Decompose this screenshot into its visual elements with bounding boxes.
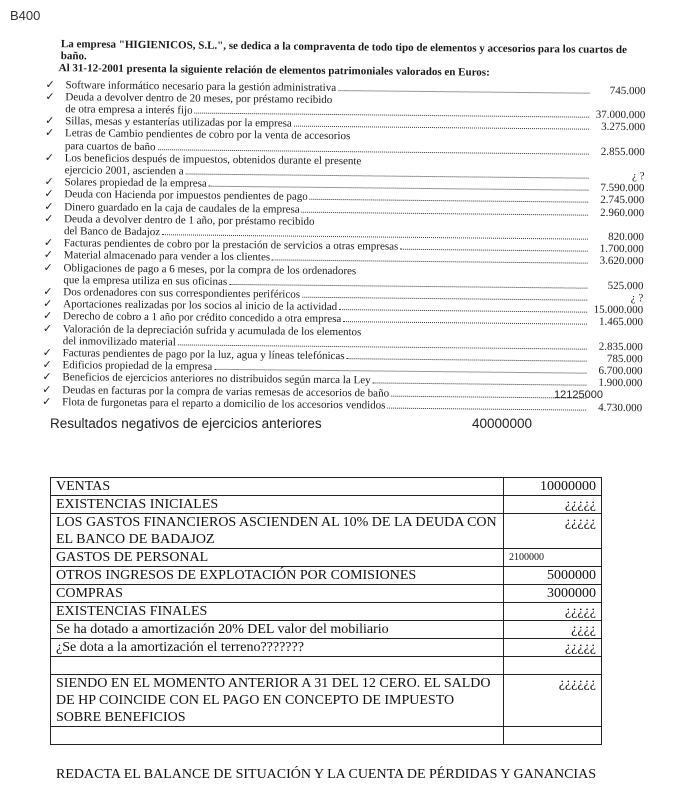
item-amount: 3.275.000 [601, 121, 646, 134]
intro-text: La empresa "HIGIENICOS, S.L.", se dedica a la compraventa de todo tipo de elementos y accesorios para los cuartos de baño. [60, 38, 627, 63]
table-cell-label: ¿Se dota a la amortización el terreno??????? [51, 639, 504, 657]
table-row [51, 585, 602, 603]
item-amount: 7.590.000 [600, 182, 645, 195]
negative-results-value: 40000000 [472, 416, 533, 431]
data-table [50, 477, 602, 745]
checkmark-icon: ✓ [44, 151, 55, 164]
table-cell-label: EXISTENCIAS INICIALES [51, 496, 504, 514]
item-amount: 2.855.000 [600, 145, 645, 158]
item-text: para cuartos de baño [64, 139, 156, 153]
intro-date-text: Al 31-12-2001 presenta la siguiente relación de elementos patrimoniales valorados en Euros: [58, 62, 490, 80]
item-text: Beneficios de ejercicios anteriores no distribuidos según marca la Ley [62, 371, 371, 387]
checkmark-icon: ✓ [42, 322, 53, 335]
leader-dots [338, 90, 589, 94]
table-cell-value: ¿¿¿¿¿ [504, 514, 602, 549]
item-text: Deudas en facturas por la compra de varias remesas de accesorios de baño [62, 383, 390, 400]
table-cell-label: COMPRAS [51, 585, 504, 603]
table-cell-label [51, 727, 504, 745]
item-amount: 785.000 [606, 352, 643, 366]
table-cell-value: 5000000 [504, 567, 602, 585]
leader-dots [294, 126, 589, 130]
table-cell-label: LOS GASTOS FINANCIEROS ASCIENDEN AL 10% DE LA DEUDA CON EL BANCO DE BADAJOZ [51, 514, 504, 549]
item-text: Sillas, mesas y estanterías utilizadas por la empresa [65, 115, 292, 130]
checkmark-icon: ✓ [42, 371, 52, 384]
checkmark-icon: ✓ [44, 188, 54, 201]
item-text: Flota de furgonetas para el reparto a domicilio de los accesorios vendidos [62, 396, 386, 412]
item-amount: 1.700.000 [599, 243, 644, 256]
checkmark-icon: ✓ [43, 261, 53, 274]
item-text: Deuda a devolver dentro de 1 año, por préstamo recibido [64, 213, 315, 228]
item-amount: 745.000 [609, 84, 646, 97]
checkmark-icon: ✓ [42, 359, 52, 372]
leader-dots [339, 309, 587, 313]
checkmark-icon: ✓ [43, 286, 53, 299]
checkmark-icon: ✓ [45, 115, 55, 128]
table-cell-value: ¿¿¿¿¿ [504, 639, 602, 657]
checkmark-icon: ✓ [45, 78, 55, 91]
item-amount: 4.730.000 [598, 401, 643, 415]
checkmark-icon: ✓ [43, 298, 53, 311]
item-text: Solares propiedad de la empresa [64, 176, 207, 190]
table-row [51, 675, 602, 727]
leader-dots [347, 358, 587, 362]
leader-dots [302, 297, 587, 301]
item-amount: 2.960.000 [600, 206, 645, 219]
table-cell-value: ¿¿¿¿¿ [504, 496, 602, 514]
leader-dots [400, 249, 588, 252]
table-row [51, 639, 602, 657]
table-row [51, 727, 602, 745]
checkmark-icon: ✓ [43, 249, 54, 262]
item-amount: 820.000 [608, 230, 645, 244]
item-text: que la empresa utiliza en sus oficinas [63, 274, 228, 288]
table-cell-value: ¿¿¿¿¿¿ [504, 675, 602, 727]
checkmark-icon: ✓ [42, 347, 52, 360]
table-row [51, 657, 602, 675]
checkmark-icon: ✓ [42, 395, 52, 408]
table-cell-label: Se ha dotado a amortización 20% DEL valor del mobiliario [51, 621, 504, 639]
leader-dots [343, 322, 587, 326]
item-text: Derecho de cobro a 1 año por crédito concedido a otra empresa [63, 310, 342, 326]
table-cell-value [504, 657, 602, 675]
table-cell-label [51, 657, 504, 675]
item-amount: 37.000.000 [595, 108, 646, 122]
item-text: Material almacenado para vender a los clientes [63, 249, 271, 264]
checkmark-icon: ✓ [43, 310, 53, 323]
table-cell-label: EXISTENCIAS FINALES [51, 603, 504, 621]
item-amount: 15.000.000 [593, 304, 644, 317]
leader-dots [373, 383, 587, 386]
item-amount: 3.620.000 [599, 255, 644, 268]
item-text: de otra empresa a interés fijo [65, 103, 193, 117]
item-text: Aportaciones realizadas por los socios al inicio de la actividad [63, 298, 338, 314]
table-cell-label: SIENDO EN EL MOMENTO ANTERIOR A 31 DEL 12 CERO. EL SALDO DE HP COINCIDE CON EL PAGO EN CONCEPTO DE IMPUESTO SOBRE BENEFICIOS [51, 675, 504, 727]
item-amount: 1.465.000 [598, 316, 644, 329]
leader-dots [387, 407, 586, 410]
negative-results-label: Resultados negativos de ejercicios anteriores [50, 416, 322, 431]
item-text: Facturas pendientes de cobro por la prestación de servicios a otras empresas [63, 237, 399, 253]
item-text: Software informático necesario para la gestión administrativa [65, 78, 337, 94]
table-cell-value: 10000000 [504, 478, 602, 496]
item-text: del inmovilizado material [62, 335, 176, 349]
checkmark-icon: ✓ [45, 90, 55, 103]
leader-dots [272, 260, 588, 264]
item-text: del Banco de Badajoz [63, 225, 161, 239]
checkmark-icon: ✓ [43, 237, 54, 250]
item-amount: 6.700.000 [598, 365, 643, 378]
instruction-footer: REDACTA EL BALANCE DE SITUACIÓN Y LA CUENTA DE PÉRDIDAS Y GANANCIAS [56, 767, 596, 782]
checkmark-icon: ✓ [44, 127, 55, 140]
item-text: Deuda a devolver dentro de 20 meses, por préstamo recibido [65, 91, 333, 106]
item-text: Valoración de la depreciación sufrida y acumulada de los elementos [62, 322, 362, 338]
table-row [51, 567, 602, 585]
item-text: Obligaciones de pago a 6 meses, por la compra de los ordenadores [63, 261, 357, 277]
item-amount: ¿ ? [630, 292, 644, 305]
table-cell-value: 2100000 [504, 549, 602, 567]
checkmark-icon: ✓ [44, 176, 54, 189]
table-cell-value: ¿¿¿¿¿ [504, 603, 602, 621]
table-cell-label: GASTOS DE PERSONAL [51, 549, 504, 567]
table-row [51, 496, 602, 514]
scanned-statement [42, 38, 646, 414]
item-text: Facturas pendientes de pago por la luz, agua y líneas telefónicas [62, 347, 345, 363]
table-row [51, 549, 602, 567]
item-amount: 2.745.000 [600, 194, 645, 207]
item-text: Deuda con Hacienda por impuestos pendientes de pago [64, 188, 308, 204]
checkmark-icon: ✓ [42, 383, 52, 396]
item-text: ejercicio 2001, ascienden a [64, 164, 184, 178]
item-amount: ¿ ? [632, 170, 645, 183]
table-row [51, 621, 602, 639]
item-amount: 1.900.000 [598, 377, 643, 390]
checkmark-icon: ✓ [44, 200, 54, 213]
table-cell-label: OTROS INGRESOS DE EXPLOTACIÓN POR COMISIONES [51, 567, 504, 585]
leader-dots [302, 211, 589, 215]
table-cell-value: ¿¿¿¿ [504, 621, 602, 639]
item-text: Los beneficios después de impuestos, obtenidos durante el presente [64, 152, 362, 168]
item-amount: 2.835.000 [598, 340, 643, 354]
checkmark-icon: ✓ [44, 212, 54, 225]
table-row [51, 478, 602, 496]
item-text: Letras de Cambio pendientes de cobro por la venta de accesorios [64, 127, 351, 143]
table-row [51, 603, 602, 621]
item-amount: 525.000 [607, 279, 644, 293]
table-cell-value [504, 727, 602, 745]
table-row [51, 514, 602, 549]
item-text: Edificios propiedad de la empresa [62, 359, 213, 374]
table-cell-value: 3000000 [504, 585, 602, 603]
item-text: Dos ordenadores con sus correspondientes periféricos [63, 286, 301, 301]
document-code: B400 [10, 8, 41, 23]
leader-dots [310, 199, 589, 203]
item-text: Dinero guardado en la caja de caudales de la empresa [64, 200, 300, 216]
side-note: 12125000 [554, 389, 603, 401]
asset-list [42, 79, 645, 415]
table-cell-label: VENTAS [51, 478, 504, 496]
